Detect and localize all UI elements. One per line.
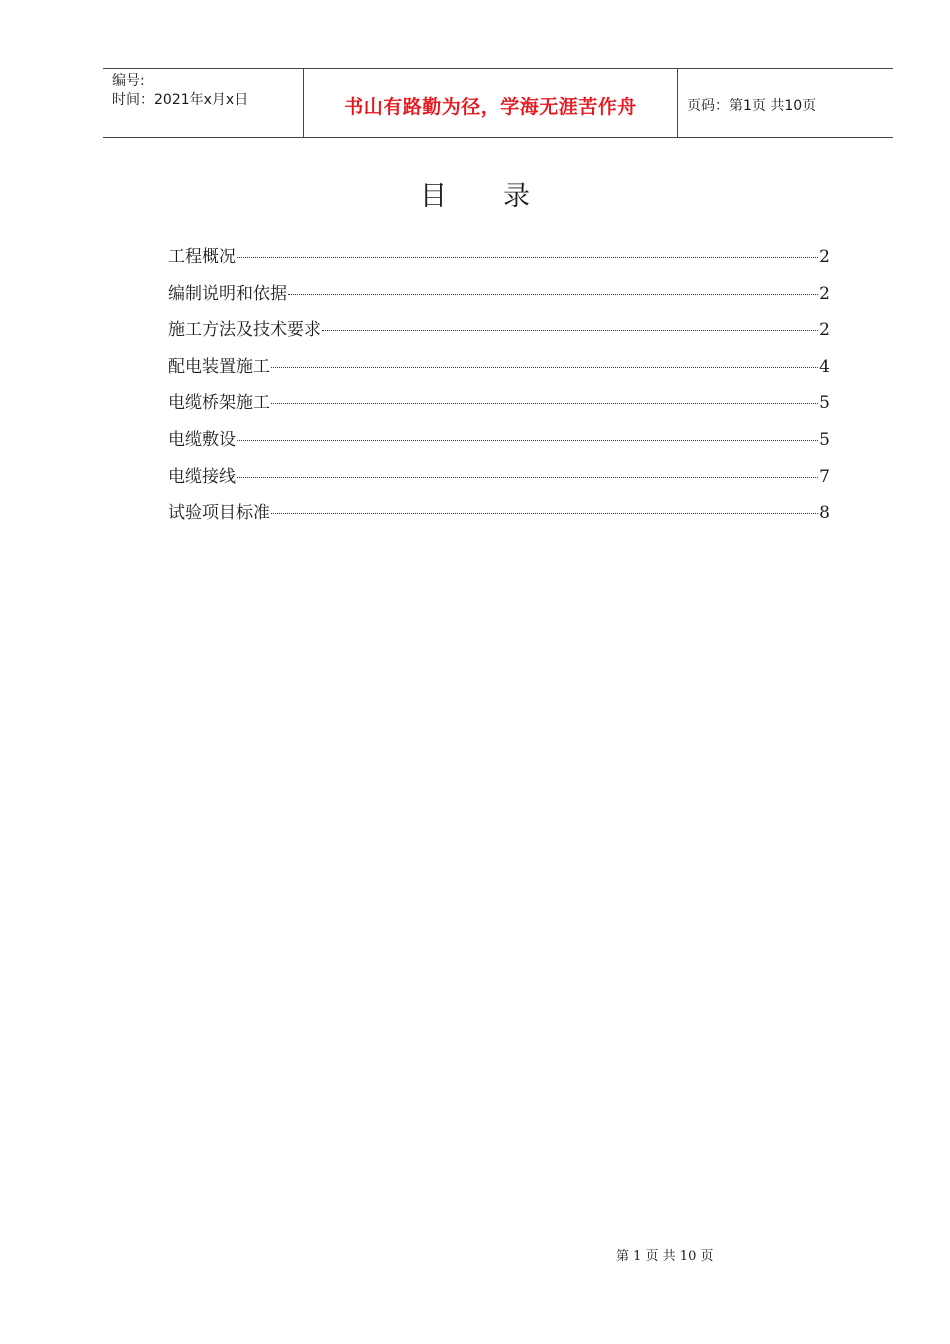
header-meta (103, 69, 304, 137)
toc-entry[interactable] (168, 315, 830, 352)
toc-entry-label: 配电装置施工 (168, 356, 270, 377)
document-time-label: 时间：2021年x月x日 (112, 92, 249, 108)
toc-entry-page: 8 (819, 503, 830, 524)
toc-entry-label: 试验项目标准 (168, 503, 270, 524)
header-page-info: 页码：第1页 共10页 (687, 97, 817, 114)
toc-entry-label: 施工方法及技术要求 (168, 320, 321, 341)
toc-leader (271, 513, 818, 514)
toc-leader (322, 330, 818, 331)
header-motto-cell (304, 69, 678, 137)
toc-entry-page: 5 (819, 429, 830, 450)
toc-entry[interactable] (168, 279, 830, 316)
toc-leader (237, 477, 818, 478)
toc-leader (237, 257, 818, 258)
toc-entry[interactable] (168, 498, 830, 535)
toc-leader (271, 367, 818, 368)
toc-leader (288, 294, 818, 295)
toc-entry[interactable] (168, 425, 830, 462)
header-page-info-cell (678, 69, 893, 137)
header-motto: 书山有路勤为径，学海无涯苦作舟 (344, 95, 637, 118)
toc-entry-label: 工程概况 (168, 247, 236, 267)
table-of-contents (168, 242, 830, 535)
toc-entry-page: 2 (819, 247, 830, 267)
toc-entry-label: 电缆接线 (168, 466, 236, 487)
toc-entry-label: 电缆桥架施工 (168, 393, 270, 414)
toc-entry[interactable] (168, 462, 830, 499)
toc-entry-label: 电缆敷设 (168, 429, 236, 450)
document-number-label: 编号: (112, 73, 145, 89)
toc-entry[interactable] (168, 388, 830, 425)
toc-entry-page: 4 (819, 356, 830, 377)
toc-entry[interactable] (168, 242, 830, 279)
page-footer: 第 1 页 共 10 页 (616, 1249, 714, 1264)
toc-entry-page: 2 (819, 283, 830, 304)
toc-entry-page: 2 (819, 320, 830, 341)
page-header (103, 68, 893, 138)
toc-entry-label: 编制说明和依据 (168, 283, 287, 304)
toc-leader (237, 440, 818, 441)
toc-title: 目录 (420, 181, 586, 212)
toc-entry-page: 5 (819, 393, 830, 414)
toc-entry-page: 7 (819, 466, 830, 487)
toc-entry[interactable] (168, 352, 830, 389)
toc-leader (271, 403, 818, 404)
